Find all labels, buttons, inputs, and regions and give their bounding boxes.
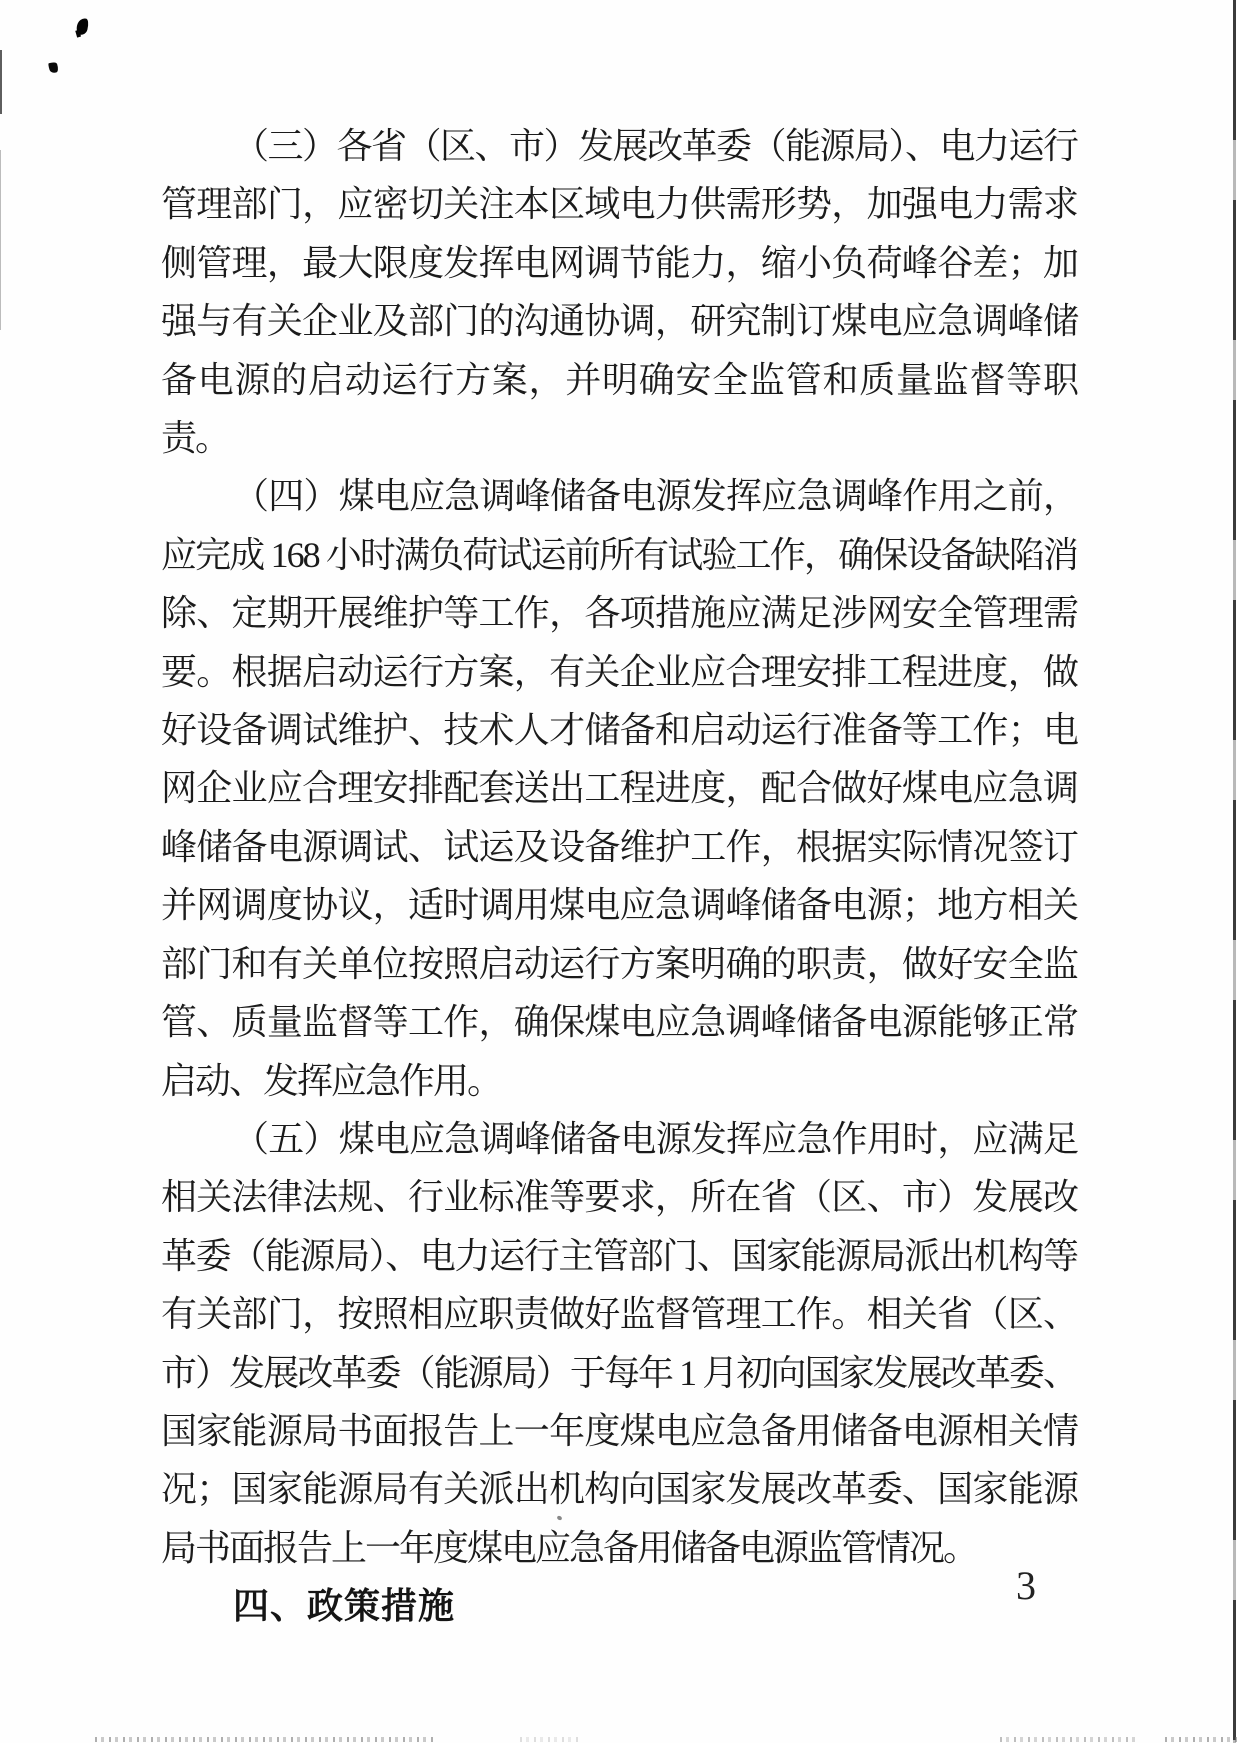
body-paragraph: （五）煤电应急调峰储备电源发挥应急作用时，应满足相关法律法规、行业标准等要求，所在省（区、市）发展改革委（能源局）、电力运行主管部门、国家能源局派出机构等有关部门，按照相应职责做好监督管理工作。相关省（区、市）发展改革委（能源局）于每年 1 月初向国家发展改革委、国家能源局书面报告上一年度煤电应急备用储备电源相关情况；国家能源局有关派出机构向国家发展改革委、国家能源局书面报告上一年度煤电应急备用储备电源监管情况。	[161, 1118, 1077, 1568]
ink-smudge	[75, 17, 90, 36]
scan-edge-artifact	[0, 150, 1, 330]
section-heading: 四、政策措施	[233, 1585, 456, 1627]
body-paragraph: （四）煤电应急调峰储备电源发挥应急调峰作用之前，应完成 168 小时满负荷试运前所有试验工作，确保设备缺陷消除、定期开展维护等工作，各项措施应满足涉网安全管理需要。根据启动运行方案，有关企业应合理安排工程进度，做好设备调试维护、技术人才储备和启动运行准备等工作；电网企业应合理安排配套送出工程进度，配合做好煤电应急调峰储备电源调试、试运及设备维护工作，根据实际情况签订并网调度协议，适时调用煤电应急调峰储备电源；地方相关部门和有关单位按照启动运行方案明确的职责，做好安全监管、质量监督等工作，确保煤电应急调峰储备电源能够正常启动、发挥应急作用。	[161, 476, 1077, 1101]
scan-edge-artifact	[1233, 0, 1236, 1743]
scan-edge-artifact	[0, 50, 2, 114]
ink-smudge	[48, 61, 60, 74]
body-paragraph: （三）各省（区、市）发展改革委（能源局）、电力运行管理部门，应密切关注本区域电力供需形势，加强电力需求侧管理，最大限度发挥电网调节能力，缩小负荷峰谷差；加强与有关企业及部门的沟通协调，研究制订煤电应急调峰储备电源的启动运行方案，并明确安全监管和质量监督等职责。	[161, 126, 1077, 459]
page-number: 3	[1016, 1563, 1036, 1608]
scan-edge-artifact	[0, 1735, 1237, 1743]
document-text-block	[161, 117, 1077, 1636]
